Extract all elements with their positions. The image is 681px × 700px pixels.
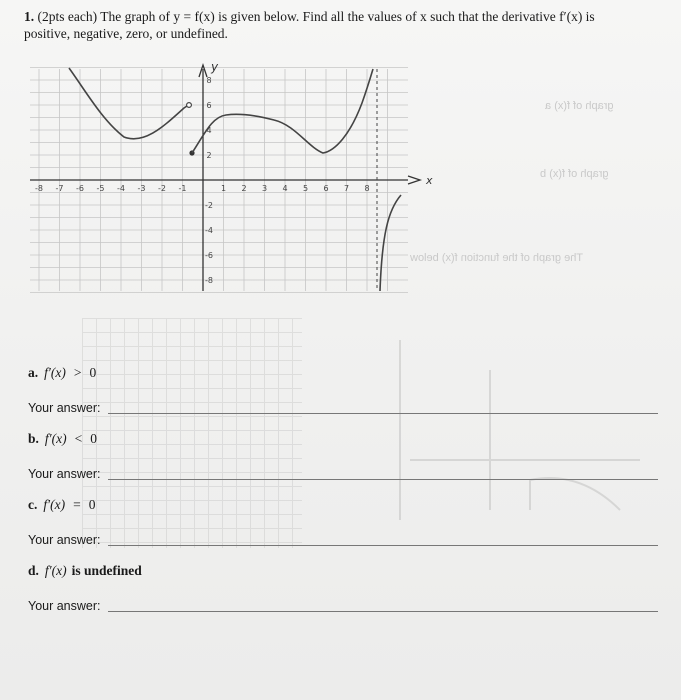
x-tick-label: -8 [35, 184, 43, 193]
curve-asymptote-branch [380, 195, 401, 291]
show-through-text: The graph of the function f(x) below [410, 252, 584, 264]
y-axis-label: y [211, 60, 219, 74]
open-point [187, 103, 192, 108]
part-letter: c. [28, 497, 38, 512]
y-tick-label: 6 [206, 101, 212, 110]
answer-label: Your answer: [28, 533, 101, 547]
function-graph [30, 55, 433, 300]
x-tick-label: -2 [158, 184, 166, 193]
y-tick-label: 4 [206, 126, 212, 135]
x-tick-label: -3 [137, 184, 146, 193]
derivative-expression: f′(x) [44, 563, 67, 578]
show-through-text: graph of f(x) a [545, 100, 614, 112]
x-tick-label: 5 [302, 184, 309, 193]
question-number: 1. [24, 9, 35, 24]
y-tick-label: -6 [205, 251, 213, 260]
x-tick-label: -5 [96, 184, 105, 193]
question-header [24, 8, 664, 42]
y-tick-label: -4 [205, 226, 213, 235]
question-points: (2pts each) [37, 9, 98, 24]
answer-line[interactable] [108, 545, 658, 546]
x-axis [30, 176, 420, 184]
answer-field[interactable] [28, 596, 658, 614]
x-tick-label: 8 [364, 184, 370, 193]
question-text: The graph of y = f(x) is given below. Find all the values of x such that the derivative f′(x) is [100, 9, 595, 24]
answer-line[interactable] [108, 479, 658, 480]
y-tick-label: -8 [205, 276, 213, 285]
answer-field[interactable] [28, 464, 658, 482]
x-tick-label: -4 [117, 184, 125, 193]
x-axis-label: x [426, 174, 433, 187]
x-tick-label: 2 [241, 184, 247, 193]
x-tick-label: 3 [261, 184, 268, 193]
derivative-expression: f′(x) [43, 497, 66, 512]
answer-field[interactable] [28, 530, 658, 548]
part-d-prompt [28, 563, 142, 579]
x-tick-label: -1 [178, 184, 187, 193]
part-letter: d. [28, 563, 39, 578]
comparison-operator: = [73, 497, 81, 512]
answer-line[interactable] [108, 413, 658, 414]
derivative-expression: f′(x) [44, 365, 66, 380]
comparison-value: 0 [89, 365, 97, 380]
answer-label: Your answer: [28, 599, 101, 613]
comparison-operator: > [73, 365, 82, 380]
part-letter: b. [28, 431, 39, 446]
answer-label: Your answer: [28, 467, 101, 481]
part-letter: a. [28, 365, 39, 380]
show-through-curve [380, 330, 650, 530]
answer-line[interactable] [108, 611, 658, 612]
condition-text: is undefined [71, 563, 142, 578]
comparison-operator: < [74, 431, 83, 446]
curve-left [69, 68, 187, 139]
y-tick-label: 2 [206, 151, 212, 160]
comparison-value: 0 [88, 497, 96, 512]
x-tick-label: -6 [76, 184, 84, 193]
y-tick-label: -2 [205, 201, 213, 210]
part-b-prompt [28, 431, 97, 447]
curve-right [192, 69, 373, 153]
x-tick-label: 1 [220, 184, 227, 193]
derivative-expression: f′(x) [44, 431, 67, 446]
x-tick-labels [35, 184, 370, 193]
question-text-continued: positive, negative, zero, or undefined. [24, 26, 228, 41]
x-tick-label: 7 [343, 184, 350, 193]
answer-label: Your answer: [28, 401, 101, 415]
part-a-prompt [28, 365, 96, 381]
answer-field[interactable] [28, 398, 658, 416]
part-c-prompt [28, 497, 95, 513]
y-tick-label: 8 [206, 76, 212, 85]
show-through-text: graph of f(x) b [540, 168, 609, 180]
show-through-grid [82, 318, 302, 548]
x-tick-label: 4 [282, 184, 288, 193]
x-tick-label: 6 [323, 184, 329, 193]
x-tick-label: -7 [55, 184, 64, 193]
comparison-value: 0 [90, 431, 97, 446]
